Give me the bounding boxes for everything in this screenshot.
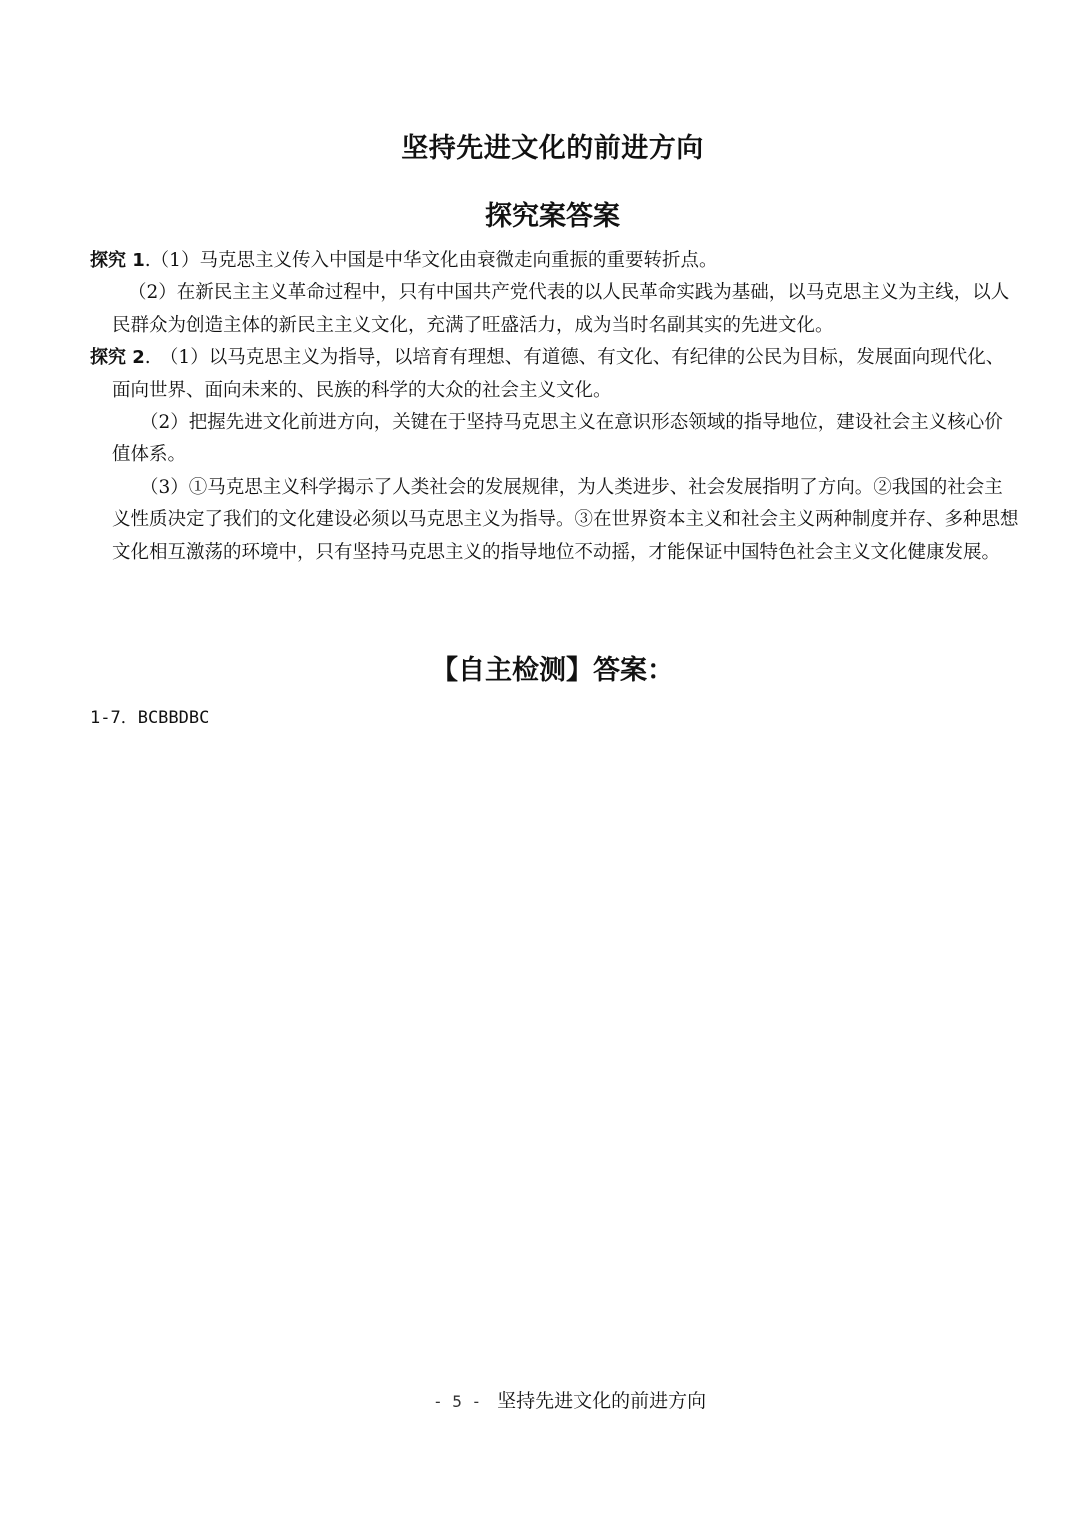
inquiry2-text1: . （1）以马克思主义为指导，以培育有理想、有道德、有文化、有纪律的公民为目标，发展面向现代化、面向世界、面向未来的、民族的科学的大众的社会主义文化。 <box>112 347 1005 401</box>
page-footer <box>433 1386 706 1413</box>
page-number: - 5 - <box>433 1392 482 1411</box>
inquiry2-paragraph3: （3）①马克思主义科学揭示了人类社会的发展规律，为人类进步、社会发展指明了方向。②我国的社会主义性质决定了我们的文化建设必须以马克思主义为指导。③在世界资本主义和社会主义两种制度并存、多种思想文化相互激荡的环境中，只有坚持马克思主义的指导地位不动摇，才能保证中国特色社会主义文化健康发展。 <box>112 476 1019 563</box>
page-subtitle: 探究案答案 <box>485 201 620 232</box>
self-check-title: 【自主检测】答案： <box>431 655 674 686</box>
inquiry1-text1: .（1）马克思主义传入中国是中华文化由衰微走向重振的重要转折点。 <box>144 250 718 271</box>
inquiry2-label: 探究 2 <box>90 347 145 369</box>
page-title: 坚持先进文化的前进方向 <box>401 133 704 164</box>
running-title: 坚持先进文化的前进方向 <box>497 1390 707 1412</box>
inquiry1-paragraph2: （2）在新民主主义革命过程中，只有中国共产党代表的以人民革命实践为基础，以马克思主义为主线，以人民群众为创造主体的新民主主义文化，充满了旺盛活力，成为当时名副其实的先进文化。 <box>112 282 1010 336</box>
inquiry2-paragraph1 <box>90 342 1020 407</box>
inquiry1-paragraph1 <box>90 245 1020 277</box>
self-check-answers: 1-7．BCBBDBC <box>90 708 210 728</box>
answer-body <box>90 245 1020 569</box>
inquiry2-paragraph2: （2）把握先进文化前进方向，关键在于坚持马克思主义在意识形态领域的指导地位，建设社会主义核心价值体系。 <box>112 412 1003 466</box>
inquiry1-label: 探究 1 <box>90 250 145 271</box>
